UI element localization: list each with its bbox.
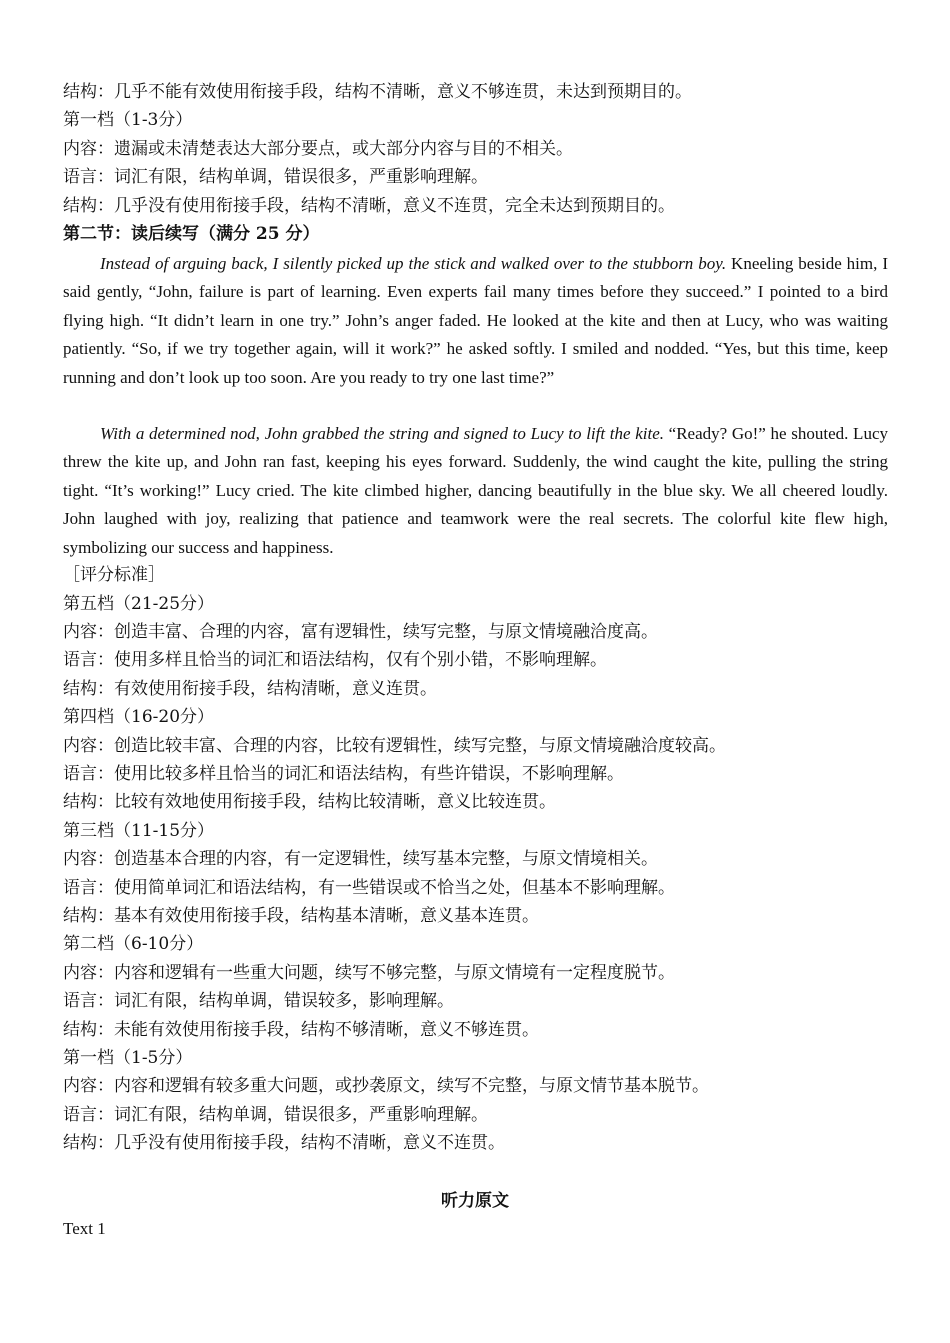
rubric-line: 语言：使用简单词汇和语法结构，有一些错误或不恰当之处，但基本不影响理解。 xyxy=(63,878,675,898)
rubric-line: 内容：创造基本合理的内容，有一定逻辑性，续写基本完整，与原文情境相关。 xyxy=(63,849,658,869)
rubric-level-heading: 第三档（11-15分） xyxy=(63,821,215,841)
paragraph-body: “Ready? Go!” he shouted. Lucy threw the kite up, and John ran fast, keeping his eyes forward. Suddenly, the wind caught the kite, pulling the string tight. “It’s working!” Lucy cried. The kite climbed higher, dancing beautifully in the blue sky. We all cheered loudly. John laughed with joy, realizing that patience and teamwork were the real secrets. The colorful kite flew high, symbolizing our success and happiness. xyxy=(63,424,888,557)
rubric-line: 语言：词汇有限，结构单调，错误较多，影响理解。 xyxy=(63,991,454,1011)
paragraph-lead-sentence: With a determined nod, John grabbed the string and signed to Lucy to lift the kite. xyxy=(100,424,664,443)
rubric-line: 内容：创造比较丰富、合理的内容，比较有逻辑性，续写完整，与原文情境融洽度较高。 xyxy=(63,736,726,756)
rubric-line: 语言：词汇有限，结构单调，错误很多，严重影响理解。 xyxy=(63,167,488,187)
rubric-line: 内容：内容和逻辑有一些重大问题，续写不够完整，与原文情境有一定程度脱节。 xyxy=(63,963,675,983)
rubric-level-heading: 第五档（21-25分） xyxy=(63,594,215,614)
rubric-line: 结构：几乎没有使用衔接手段，结构不清晰，意义不连贯，完全未达到预期目的。 xyxy=(63,196,675,216)
rubric-line: 语言：词汇有限，结构单调，错误很多，严重影响理解。 xyxy=(63,1105,488,1125)
rubric-level-heading: 第四档（16-20分） xyxy=(63,707,215,727)
rubric-line: 结构：有效使用衔接手段，结构清晰，意义连贯。 xyxy=(63,679,437,699)
rubric-line: 结构：未能有效使用衔接手段，结构不够清晰，意义不够连贯。 xyxy=(63,1020,539,1040)
continuation-paragraph-1 xyxy=(63,250,888,392)
rubric-line: 语言：使用多样且恰当的词汇和语法结构，仅有个别小错，不影响理解。 xyxy=(63,650,607,670)
section-heading: 第二节：读后续写（满分 25 分） xyxy=(63,224,320,244)
continuation-paragraph-2 xyxy=(63,420,888,562)
paragraph-lead-sentence: Instead of arguing back, I silently picked up the stick and walked over to the stubborn boy. xyxy=(100,254,727,273)
rubric-line: 内容：遗漏或未清楚表达大部分要点，或大部分内容与目的不相关。 xyxy=(63,139,573,159)
rubric-line: 内容：创造丰富、合理的内容，富有逻辑性，续写完整，与原文情境融洽度高。 xyxy=(63,622,658,642)
rubric-line: 结构：几乎没有使用衔接手段，结构不清晰，意义不连贯。 xyxy=(63,1133,505,1153)
listening-script-title: 听力原文 xyxy=(441,1191,509,1211)
rubric-line: 内容：内容和逻辑有较多重大问题，或抄袭原文，续写不完整，与原文情节基本脱节。 xyxy=(63,1076,709,1096)
rubric-level-heading: 第一档（1-5分） xyxy=(63,1048,193,1068)
rubric-line: 结构：基本有效使用衔接手段，结构基本清晰，意义基本连贯。 xyxy=(63,906,539,926)
rubric-line: 语言：使用比较多样且恰当的词汇和语法结构，有些许错误，不影响理解。 xyxy=(63,764,624,784)
rubric-heading: ［评分标准］ xyxy=(63,565,165,585)
rubric-line: 结构：比较有效地使用衔接手段，结构比较清晰，意义比较连贯。 xyxy=(63,792,556,812)
text-label: Text 1 xyxy=(63,1219,106,1238)
rubric-level-heading: 第二档（6-10分） xyxy=(63,934,204,954)
paragraph-body: Kneeling beside him, I said gently, “John, failure is part of learning. Even experts fail many times before they succeed.” I pointed to a bird flying high. “It didn’t learn in one try.” John’s anger faded. He looked at the kite and then at Lucy, who was waiting patiently. “So, if we try together again, will it work?” he asked softly. I smiled and nodded. “Yes, but this time, keep running and don’t look up too soon. Are you ready to try one last time?” xyxy=(63,254,888,387)
rubric-line: 结构：几乎不能有效使用衔接手段，结构不清晰，意义不够连贯，未达到预期目的。 xyxy=(63,82,692,102)
rubric-level-heading: 第一档（1-3分） xyxy=(63,110,193,130)
